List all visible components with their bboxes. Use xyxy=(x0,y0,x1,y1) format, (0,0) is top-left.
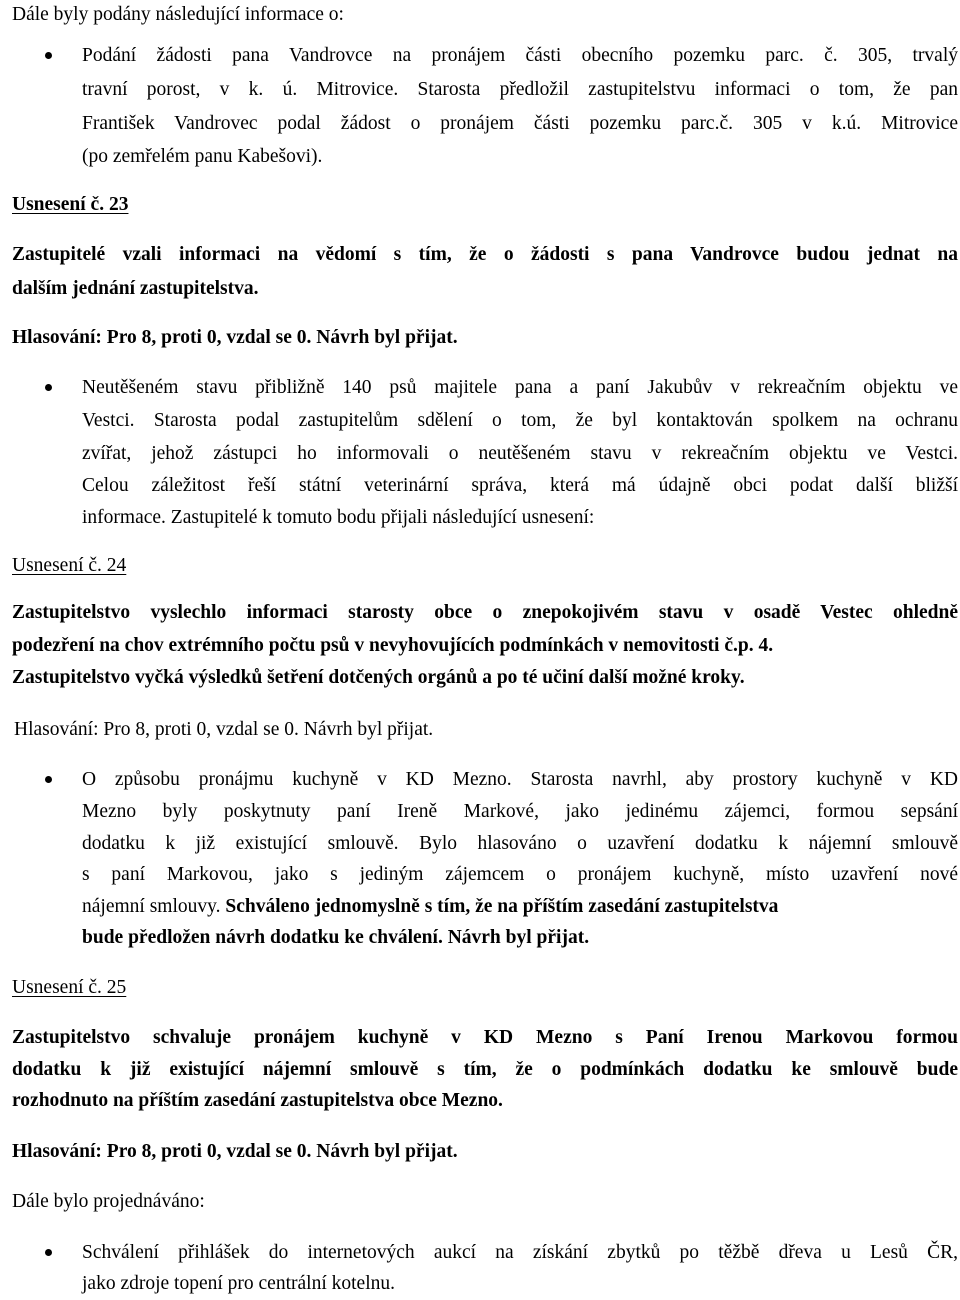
resolution-23-heading: Usnesení č. 23 xyxy=(12,194,129,215)
resolution-25-vote: Hlasování: Pro 8, proti 0, vzdal se 0. Návrh byl přijat. xyxy=(12,1141,458,1162)
resolution-23-vote: Hlasování: Pro 8, proti 0, vzdal se 0. Návrh byl přijat. xyxy=(12,327,458,348)
resolution-24-heading: Usnesení č. 24 xyxy=(12,555,127,576)
resolution-24-vote: Hlasování: Pro 8, proti 0, vzdal se 0. Návrh byl přijat. xyxy=(14,719,434,740)
bullet-icon xyxy=(45,1249,52,1256)
resolution-25-heading: Usnesení č. 25 xyxy=(12,977,127,998)
intro-text: Dále byly podány následující informace o: xyxy=(12,4,344,25)
bullet-icon xyxy=(45,384,52,391)
bullet-icon xyxy=(45,776,52,783)
outro-text: Dále bylo projednáváno: xyxy=(12,1191,205,1212)
bullet-icon xyxy=(45,52,52,59)
